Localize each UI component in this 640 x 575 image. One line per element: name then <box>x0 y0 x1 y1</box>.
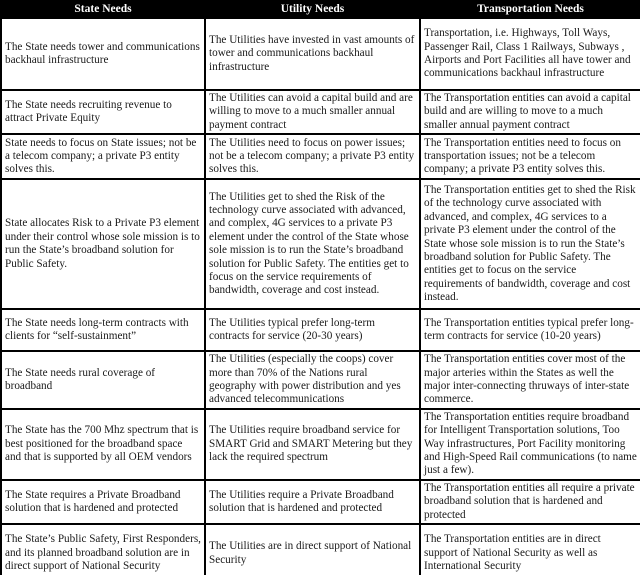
table-row <box>1 179 640 309</box>
cell-state-needs: The State needs long-term contracts with clients for “self-sustainment” <box>1 309 205 351</box>
table-row <box>1 18 640 90</box>
table-row <box>1 134 640 179</box>
table-row <box>1 351 640 409</box>
cell-transportation-needs: The Transportation entities can avoid a capital build and are willing to move to a much smaller annual payment contract <box>420 90 640 134</box>
cell-utility-needs: The Utilities typical prefer long-term contracts for service (20-30 years) <box>205 309 420 351</box>
cell-state-needs: The State needs recruiting revenue to attract Private Equity <box>1 90 205 134</box>
cell-state-needs: The State needs rural coverage of broadband <box>1 351 205 409</box>
column-header-transportation-needs: Transportation Needs <box>420 1 640 18</box>
cell-transportation-needs: The Transportation entities require broadband for Intelligent Transportation solutions, Too Way infrastructures, Port Facility monitoring and High-Speed Rail communications (to name just a few). <box>420 409 640 480</box>
table-row <box>1 309 640 351</box>
column-header-utility-needs: Utility Needs <box>205 1 420 18</box>
cell-transportation-needs: The Transportation entities all require a private broadband solution that is hardened and protected <box>420 480 640 524</box>
cell-utility-needs: The Utilities require broadband service for SMART Grid and SMART Metering but they lack the required spectrum <box>205 409 420 480</box>
cell-transportation-needs: The Transportation entities get to shed the Risk of the technology curve associated with advanced, and complex, 4G services to a private P3 element under the control of the State whose sole mission is to run the State’s broadband solution for Public Safety. The entities get to focus on the service requirements of bandwidth, coverage and cost instead. <box>420 179 640 309</box>
column-header-state-needs: State Needs <box>1 1 205 18</box>
table-row <box>1 524 640 575</box>
cell-state-needs: The State needs tower and communications backhaul infrastructure <box>1 18 205 90</box>
cell-utility-needs: The Utilities are in direct support of National Security <box>205 524 420 575</box>
table-row <box>1 480 640 524</box>
cell-state-needs: The State’s Public Safety, First Responders, and its planned broadband solution are in direct support of National Security <box>1 524 205 575</box>
cell-utility-needs: The Utilities (especially the coops) cover more than 70% of the Nations rural geography with power distribution and yes advanced telecommunications <box>205 351 420 409</box>
table-header-row <box>1 1 640 18</box>
cell-utility-needs: The Utilities have invested in vast amounts of tower and communications backhaul infrastructure <box>205 18 420 90</box>
cell-transportation-needs: Transportation, i.e. Highways, Toll Ways, Passenger Rail, Class 1 Railways, Subways , Airports and Port Facilities all have tower and communications backhaul infrastructure <box>420 18 640 90</box>
cell-transportation-needs: The Transportation entities need to focus on transportation issues; not be a telecom company; a private P3 entity solves this. <box>420 134 640 179</box>
cell-utility-needs: The Utilities need to focus on power issues; not be a telecom company; a private P3 entity solves this. <box>205 134 420 179</box>
cell-state-needs: State needs to focus on State issues; not be a telecom company; a private P3 entity solves this. <box>1 134 205 179</box>
cell-utility-needs: The Utilities require a Private Broadband solution that is hardened and protected <box>205 480 420 524</box>
cell-utility-needs: The Utilities can avoid a capital build and are willing to move to a much smaller annual payment contract <box>205 90 420 134</box>
cell-transportation-needs: The Transportation entities are in direct support of National Security as well as International Security <box>420 524 640 575</box>
cell-transportation-needs: The Transportation entities typical prefer long-term contracts for service (10-20 years) <box>420 309 640 351</box>
cell-state-needs: The State requires a Private Broadband solution that is hardened and protected <box>1 480 205 524</box>
cell-state-needs: The State has the 700 Mhz spectrum that is best positioned for the broadband space and that is supported by all OEM vendors <box>1 409 205 480</box>
cell-transportation-needs: The Transportation entities cover most of the major arteries within the States as well the major inter-connecting thruways of inter-state commerce. <box>420 351 640 409</box>
table-row <box>1 409 640 480</box>
table-row <box>1 90 640 134</box>
cell-state-needs: State allocates Risk to a Private P3 element under their control whose sole mission is to run the State’s broadband solution for Public Safety. <box>1 179 205 309</box>
cell-utility-needs: The Utilities get to shed the Risk of the technology curve associated with advanced, and complex, 4G services to a private P3 element under the control of the State whose sole mission is to run the State’s broadband solution for Public Safety. The entities get to focus on the service requirements of bandwidth, coverage and cost instead. <box>205 179 420 309</box>
